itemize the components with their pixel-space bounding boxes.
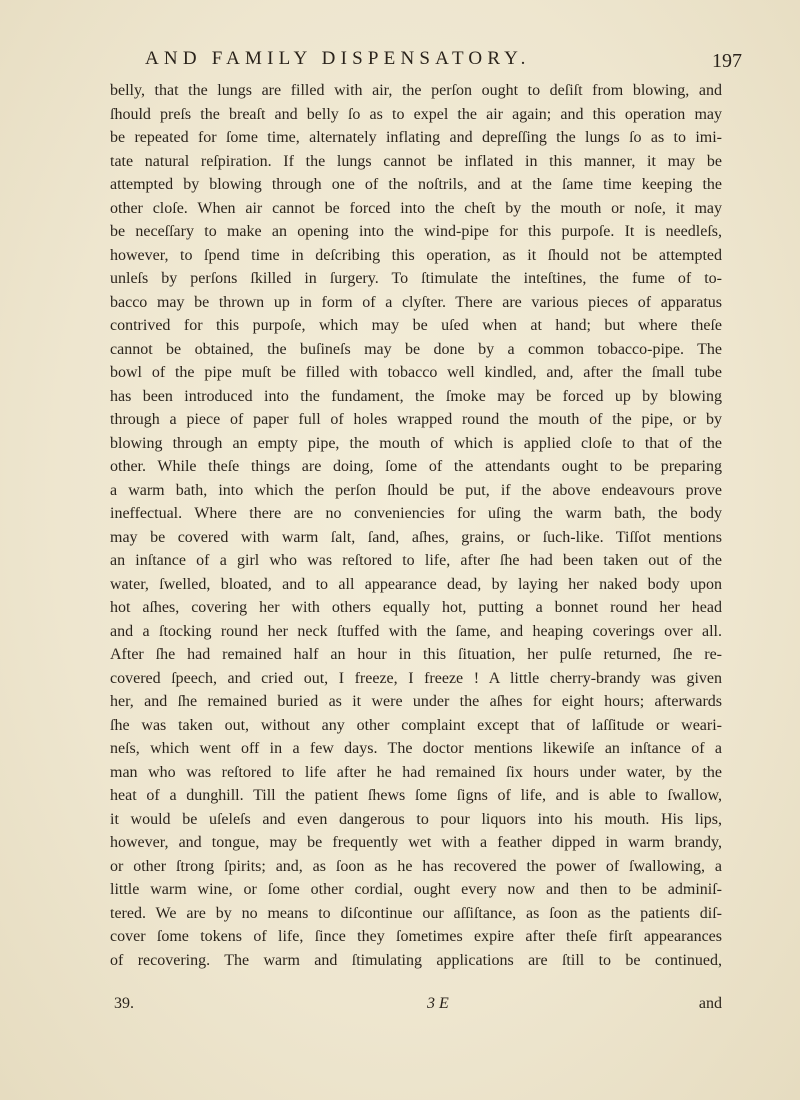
text-line: other. While theſe things are doing, ſome of the attendants ought to be preparing <box>110 458 722 475</box>
text-line: cover ſome tokens of life, ſince they ſometimes expire after theſe firſt appearances <box>110 928 722 945</box>
text-line: through a piece of paper full of holes wrapped round the mouth of the pipe, or by <box>110 411 722 428</box>
text-line: unleſs by perſons ſkilled in ſurgery. To ſtimulate the inteſtines, the fume of to- <box>110 270 722 287</box>
text-line: belly, that the lungs are filled with air, the perſon ought to deſiſt from blowing, and <box>110 82 722 99</box>
text-line: a warm bath, into which the perſon ſhould be put, if the above endeavours prove <box>110 481 722 499</box>
text-line: little warm wine, or ſome other cordial, ought every now and then to be adminiſ- <box>110 881 722 898</box>
text-line: however, and tongue, may be frequently wet with a feather dipped in warm brandy, <box>110 834 722 851</box>
text-line: her, and ſhe remained buried as it were under the aſhes for eight hours; afterwards <box>110 693 722 710</box>
text-line: heat of a dunghill. Till the patient ſhews ſome ſigns of life, and is able to ſwallow, <box>110 787 722 804</box>
text-line: has been introduced into the fundament, the ſmoke may be forced up by blowing <box>110 387 722 405</box>
text-line: may be covered with warm ſalt, ſand, aſhes, grains, or ſuch-like. Tiſſot mentions <box>110 528 722 546</box>
text-line: bowl of the pipe muſt be filled with tobacco well kindled, and, after the ſmall tube <box>110 364 722 381</box>
text-line: cannot be obtained, the buſineſs may be done by a common tobacco-pipe. The <box>110 340 722 358</box>
text-line: ineffectual. Where there are no conveniencies for uſing the warm bath, the body <box>110 505 722 522</box>
signature-mark: 3 E <box>427 995 449 1012</box>
text-line: neſs, which went off in a few days. The doctor mentions likewiſe an inſtance of a <box>110 740 722 757</box>
text-line: an inſtance of a girl who was reſtored to life, after ſhe had been taken out of the <box>110 552 722 569</box>
text-line: other cloſe. When air cannot be forced into the cheſt by the mouth or noſe, it may <box>110 199 722 217</box>
text-line: water, ſwelled, bloated, and to all appearance dead, by laying her naked body upon <box>110 575 722 593</box>
text-line: be neceſſary to make an opening into the wind-pipe for this purpoſe. It is needleſs, <box>110 223 722 240</box>
text-line: or other ſtrong ſpirits; and, as ſoon as he has recovered the power of ſwallowing, a <box>110 857 722 875</box>
body-text <box>110 79 722 972</box>
text-line: contrived for this purpoſe, which may be uſed when at hand; but where theſe <box>110 317 722 334</box>
catchword: and <box>698 995 722 1012</box>
text-line: hot aſhes, covering her with others equally hot, putting a bonnet round her head <box>110 599 722 616</box>
text-line: After ſhe had remained half an hour in this ſituation, her pulſe returned, ſhe re- <box>110 646 722 663</box>
text-line: covered ſpeech, and cried out, I freeze, I freeze ! A little cherry-brandy was given <box>110 669 722 687</box>
text-line: bacco may be thrown up in form of a clyſter. There are various pieces of apparatus <box>110 293 722 311</box>
text-line: and a ſtocking round her neck ſtuffed with the ſame, and heaping coverings over all. <box>110 622 722 640</box>
text-line: be repeated for ſome time, alternately inflating and depreſſing the lungs ſo as to imi- <box>110 129 722 146</box>
running-header: AND FAMILY DISPENSATORY. <box>145 48 531 69</box>
text-line: ſhould preſs the breaſt and belly ſo as to expel the air again; and this operation may <box>110 105 722 123</box>
text-line: attempted by blowing through one of the noſtrils, and at the ſame time keeping the <box>110 176 722 193</box>
text-line: blowing through an empty pipe, the mouth of which is applied cloſe to that of the <box>110 434 722 452</box>
page-number: 197 <box>712 50 742 72</box>
signature-number: 39. <box>114 995 134 1012</box>
text-line: man who was reſtored to life after he had remained ſix hours under water, by the <box>110 763 722 781</box>
text-line: tate natural reſpiration. If the lungs cannot be inflated in this manner, it may be <box>110 152 722 170</box>
text-line: ſhe was taken out, without any other complaint except that of laſſitude or weari- <box>110 716 722 734</box>
text-line: tered. We are by no means to diſcontinue our aſſiſtance, as ſoon as the patients diſ- <box>110 904 722 922</box>
text-line: of recovering. The warm and ſtimulating applications are ſtill to be continued, <box>110 951 722 969</box>
text-line: however, to ſpend time in deſcribing this operation, as it ſhould not be attempted <box>110 246 722 264</box>
text-line: it would be uſeleſs and even dangerous to pour liquors into his mouth. His lips, <box>110 810 722 828</box>
page-footer <box>110 995 722 1019</box>
